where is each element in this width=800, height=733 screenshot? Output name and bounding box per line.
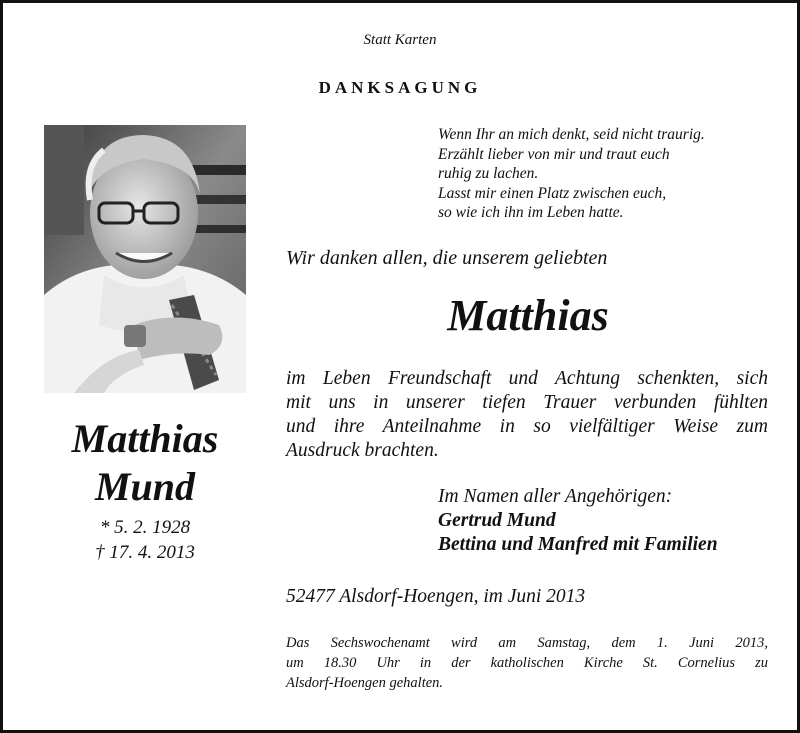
poem-line: Wenn Ihr an mich denkt, seid nicht traurig. bbox=[438, 126, 705, 143]
mass-notice bbox=[286, 633, 768, 693]
place-date: 52477 Alsdorf-Hoengen, im Juni 2013 bbox=[286, 586, 586, 607]
deceased-first-name: Matthias bbox=[71, 416, 219, 461]
notice-line: Das Sechswochenamt wird am Samstag, dem 1. Juni 2013, bbox=[286, 635, 768, 651]
deceased-last-name: Mund bbox=[94, 464, 196, 509]
life-dates bbox=[44, 515, 246, 565]
notice-line: um 18.30 Uhr in der katholischen Kirche St. Cornelius zu bbox=[286, 655, 768, 671]
deceased-name bbox=[44, 415, 246, 511]
thanks-body bbox=[286, 367, 768, 463]
portrait-photo bbox=[44, 125, 246, 393]
statt-karten: Statt Karten bbox=[363, 32, 437, 48]
birth-date: * 5. 2. 1928 bbox=[99, 517, 191, 538]
notice-line: Alsdorf-Hoengen gehalten. bbox=[286, 675, 444, 691]
poem-line: Lasst mir einen Platz zwischen euch, bbox=[438, 184, 667, 202]
poem bbox=[438, 125, 705, 223]
body-line: mit uns in unserer tiefen Trauer verbunden fühlten bbox=[286, 392, 768, 413]
main-name: Matthias bbox=[447, 291, 609, 340]
death-date: † 17. 4. 2013 bbox=[95, 542, 195, 563]
signature-name: Gertrud Mund bbox=[438, 510, 556, 531]
signature-intro: Im Namen aller Angehörigen: bbox=[438, 486, 673, 507]
signature-block bbox=[438, 485, 718, 557]
signature-name: Bettina und Manfred mit Familien bbox=[438, 534, 718, 555]
body-line: im Leben Freundschaft und Achtung schenkten, sich bbox=[286, 368, 768, 389]
body-line: und ihre Anteilnahme in so vielfältiger Weise zum bbox=[286, 416, 768, 437]
thanks-intro: Wir danken allen, die unserem geliebten bbox=[286, 247, 608, 269]
poem-line: Erzählt lieber von mir und traut euch bbox=[438, 145, 670, 163]
poem-line: so wie ich ihn im Leben hatte. bbox=[438, 204, 624, 221]
page-title: DANKSAGUNG bbox=[318, 78, 482, 97]
poem-line: ruhig zu lachen. bbox=[438, 165, 539, 182]
body-line: Ausdruck brachten. bbox=[286, 440, 439, 461]
